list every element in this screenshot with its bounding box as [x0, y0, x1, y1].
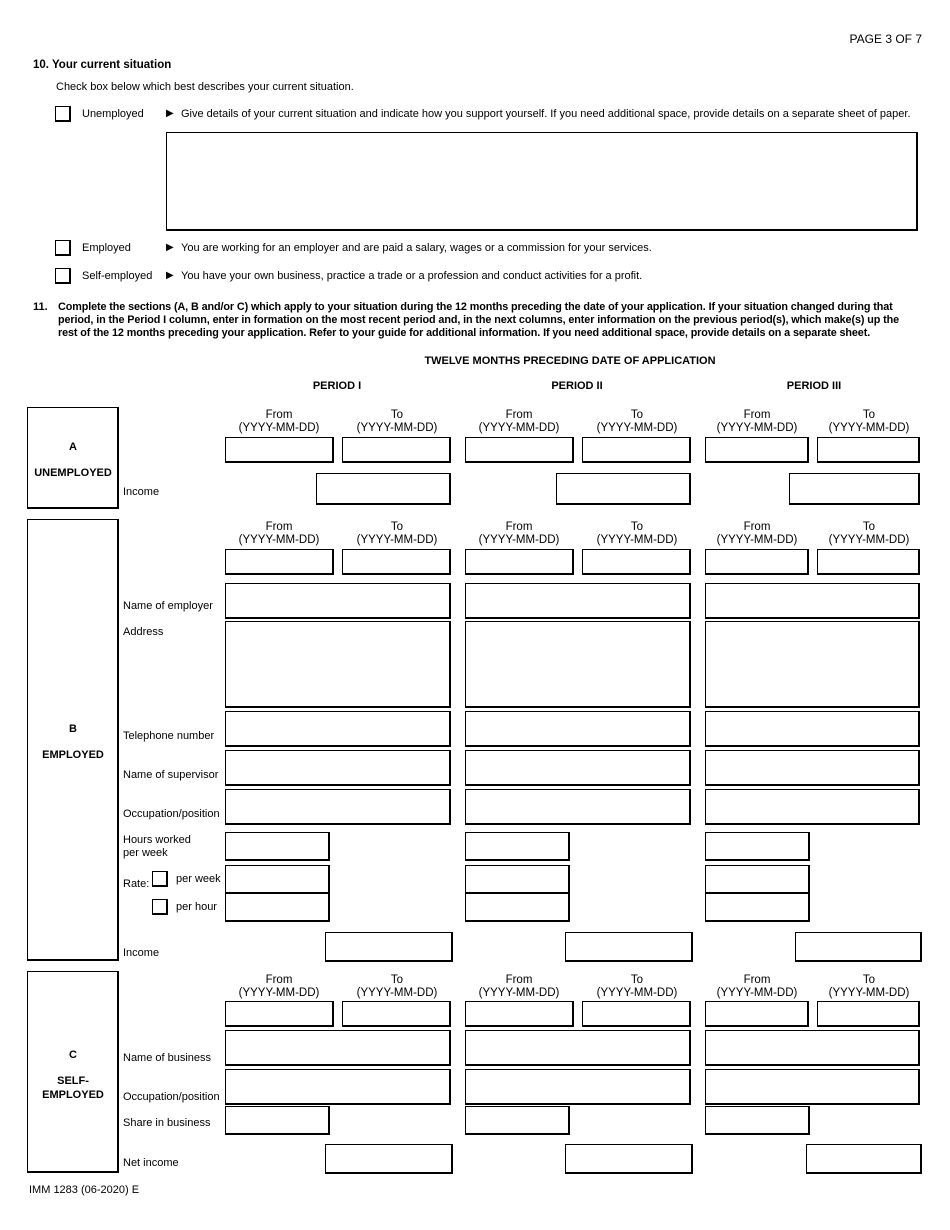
self-employed-checkbox[interactable]: [55, 268, 71, 284]
b-p2-telephone-input[interactable]: [465, 711, 691, 747]
b-p1-supervisor-input[interactable]: [225, 750, 451, 786]
date-from-label: From (YYYY-MM-DD): [238, 521, 320, 546]
b-p2-income-input[interactable]: [565, 932, 693, 962]
c-p3-to-input[interactable]: [817, 1001, 920, 1027]
date-to-label: To (YYYY-MM-DD): [356, 409, 438, 434]
unemployed-option-description: Give details of your current situation and indicate how you support yourself. If you need additional space, provide details on a separate sheet of paper.: [181, 108, 911, 120]
b-p2-rate-hour-input[interactable]: [465, 893, 570, 922]
per-hour-label: per hour: [176, 901, 217, 913]
arrow-right-icon: ▶: [166, 270, 174, 281]
arrow-right-icon: ▶: [166, 108, 174, 119]
current-situation-details-textarea[interactable]: [166, 132, 918, 231]
section-b-box: [27, 519, 119, 961]
employed-option-label: Employed: [82, 242, 131, 254]
b-p3-rate-hour-input[interactable]: [705, 893, 810, 922]
b-p3-from-input[interactable]: [705, 549, 809, 575]
b-p1-income-input[interactable]: [325, 932, 453, 962]
section-a-box: [27, 407, 119, 509]
business-name-label: Name of business: [123, 1052, 212, 1064]
date-from-label: From (YYYY-MM-DD): [238, 974, 320, 999]
self-employed-option-label: Self-employed: [82, 270, 153, 282]
b-p1-rate-week-input[interactable]: [225, 865, 330, 894]
c-p1-from-input[interactable]: [225, 1001, 334, 1027]
q10-instruction: Check box below which best describes your current situation.: [56, 81, 354, 93]
c-p2-occupation-input[interactable]: [465, 1069, 691, 1105]
date-to-label: To (YYYY-MM-DD): [596, 974, 678, 999]
telephone-label: Telephone number: [123, 730, 215, 742]
b-p1-employer-input[interactable]: [225, 583, 451, 619]
hours-worked-label: Hours worked per week: [123, 834, 191, 859]
b-p3-to-input[interactable]: [817, 549, 920, 575]
a-p2-to-input[interactable]: [582, 437, 691, 463]
date-from-label: From (YYYY-MM-DD): [478, 521, 560, 546]
rate-per-hour-checkbox[interactable]: [152, 899, 168, 915]
date-to-label: To (YYYY-MM-DD): [356, 521, 438, 546]
section-c-title: SELF- EMPLOYED: [42, 1075, 104, 1101]
b-p2-rate-week-input[interactable]: [465, 865, 570, 894]
b-p2-from-input[interactable]: [465, 549, 574, 575]
section-c-box: [27, 971, 119, 1173]
address-label: Address: [123, 626, 164, 638]
b-p2-supervisor-input[interactable]: [465, 750, 691, 786]
employer-name-label: Name of employer: [123, 600, 213, 612]
b-p2-address-input[interactable]: [465, 621, 691, 708]
a-p3-income-input[interactable]: [789, 473, 920, 505]
b-p2-employer-input[interactable]: [465, 583, 691, 619]
c-occupation-label: Occupation/position: [123, 1091, 220, 1103]
b-p1-from-input[interactable]: [225, 549, 334, 575]
section-a-letter: A: [69, 441, 77, 453]
rate-per-week-checkbox[interactable]: [152, 871, 168, 887]
c-p1-business-input[interactable]: [225, 1030, 451, 1066]
b-p3-hours-input[interactable]: [705, 832, 810, 861]
per-week-label: per week: [176, 873, 221, 885]
b-p3-address-input[interactable]: [705, 621, 920, 708]
section-c-letter: C: [69, 1049, 77, 1061]
date-to-label: To (YYYY-MM-DD): [828, 409, 910, 434]
a-p2-income-input[interactable]: [556, 473, 691, 505]
self-employed-option-description: You have your own business, practice a trade or a profession and conduct activities for a profit.: [181, 270, 643, 282]
date-to-label: To (YYYY-MM-DD): [356, 974, 438, 999]
date-from-label: From (YYYY-MM-DD): [478, 974, 560, 999]
share-label: Share in business: [123, 1117, 211, 1129]
b-income-label: Income: [123, 947, 160, 959]
b-p2-to-input[interactable]: [582, 549, 691, 575]
a-p3-to-input[interactable]: [817, 437, 920, 463]
c-p2-from-input[interactable]: [465, 1001, 574, 1027]
c-p3-net-income-input[interactable]: [806, 1144, 922, 1174]
c-p2-net-income-input[interactable]: [565, 1144, 693, 1174]
a-income-label: Income: [123, 486, 160, 498]
b-p2-occupation-input[interactable]: [465, 789, 691, 825]
b-p3-occupation-input[interactable]: [705, 789, 920, 825]
date-to-label: To (YYYY-MM-DD): [596, 409, 678, 434]
b-p1-rate-hour-input[interactable]: [225, 893, 330, 922]
date-from-label: From (YYYY-MM-DD): [716, 521, 798, 546]
c-p1-to-input[interactable]: [342, 1001, 451, 1027]
period-3-header: PERIOD III: [786, 380, 842, 392]
date-from-label: From (YYYY-MM-DD): [716, 409, 798, 434]
c-p3-business-input[interactable]: [705, 1030, 920, 1066]
b-p1-to-input[interactable]: [342, 549, 451, 575]
a-p1-from-input[interactable]: [225, 437, 334, 463]
period-2-header: PERIOD II: [551, 380, 603, 392]
c-p1-share-input[interactable]: [225, 1106, 330, 1135]
date-to-label: To (YYYY-MM-DD): [828, 974, 910, 999]
date-from-label: From (YYYY-MM-DD): [716, 974, 798, 999]
date-to-label: To (YYYY-MM-DD): [596, 521, 678, 546]
section-b-title: EMPLOYED: [42, 749, 104, 761]
a-p1-income-input[interactable]: [316, 473, 451, 505]
unemployed-option-label: Unemployed: [82, 108, 144, 120]
form-footer-code: IMM 1283 (06-2020) E: [29, 1184, 140, 1196]
c-p3-share-input[interactable]: [705, 1106, 810, 1135]
b-p3-rate-week-input[interactable]: [705, 865, 810, 894]
b-p1-hours-input[interactable]: [225, 832, 330, 861]
q11-instructions: Complete the sections (A, B and/or C) which apply to your situation during the 12 months preceding the date of your application. If your situation changed during that period, in the Period I column, enter in formation on the most recent period and, in the next columns, enter information on the previous period(s), which make(s) up the rest of the 12 months preceding your application. Refer to your guide for additional information. If you need additional space, provide details on a separate sheet.: [58, 301, 900, 339]
a-p3-from-input[interactable]: [705, 437, 809, 463]
date-from-label: From (YYYY-MM-DD): [238, 409, 320, 434]
occupation-label: Occupation/position: [123, 808, 220, 820]
net-income-label: Net income: [123, 1157, 179, 1169]
b-p2-hours-input[interactable]: [465, 832, 570, 861]
c-p2-share-input[interactable]: [465, 1106, 570, 1135]
b-p3-income-input[interactable]: [795, 932, 922, 962]
b-p3-supervisor-input[interactable]: [705, 750, 920, 786]
supervisor-label: Name of supervisor: [123, 769, 219, 781]
table-title: TWELVE MONTHS PRECEDING DATE OF APPLICATION: [424, 355, 716, 367]
rate-label: Rate:: [123, 878, 150, 890]
b-p3-telephone-input[interactable]: [705, 711, 920, 747]
c-p3-occupation-input[interactable]: [705, 1069, 920, 1105]
q10-heading: 10. Your current situation: [33, 59, 172, 71]
date-from-label: From (YYYY-MM-DD): [478, 409, 560, 434]
section-b-letter: B: [69, 723, 77, 735]
a-p2-from-input[interactable]: [465, 437, 574, 463]
unemployed-checkbox[interactable]: [55, 106, 71, 122]
c-p1-net-income-input[interactable]: [325, 1144, 453, 1174]
b-p3-employer-input[interactable]: [705, 583, 920, 619]
b-p1-telephone-input[interactable]: [225, 711, 451, 747]
b-p1-occupation-input[interactable]: [225, 789, 451, 825]
arrow-right-icon: ▶: [166, 242, 174, 253]
section-a-title: UNEMPLOYED: [34, 467, 112, 479]
c-p2-to-input[interactable]: [582, 1001, 691, 1027]
q11-number: 11.: [33, 301, 48, 313]
page-number: PAGE 3 OF 7: [849, 32, 922, 46]
c-p3-from-input[interactable]: [705, 1001, 809, 1027]
c-p2-business-input[interactable]: [465, 1030, 691, 1066]
date-to-label: To (YYYY-MM-DD): [828, 521, 910, 546]
c-p1-occupation-input[interactable]: [225, 1069, 451, 1105]
period-1-header: PERIOD I: [312, 380, 362, 392]
employed-checkbox[interactable]: [55, 240, 71, 256]
employed-option-description: You are working for an employer and are paid a salary, wages or a commission for your services.: [181, 242, 652, 254]
b-p1-address-input[interactable]: [225, 621, 451, 708]
a-p1-to-input[interactable]: [342, 437, 451, 463]
